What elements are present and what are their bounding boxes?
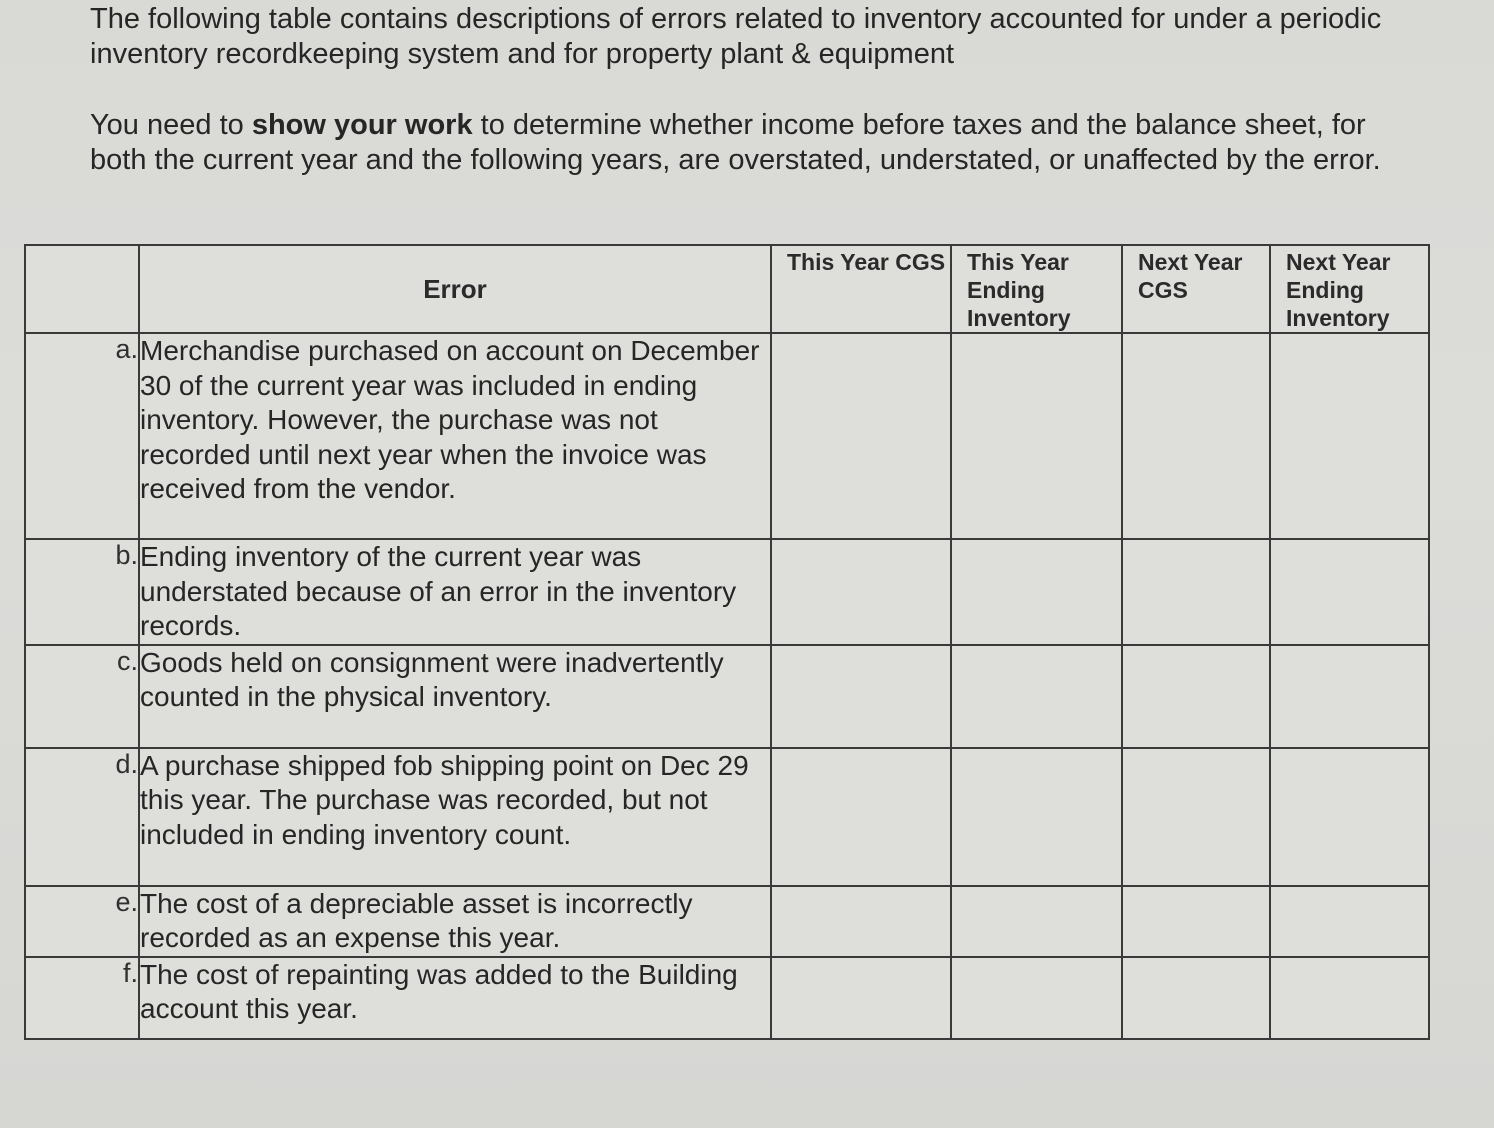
header-error: Error [139, 245, 771, 333]
error-description: The cost of a depreciable asset is incorrectly recorded as an expense this year. [139, 886, 771, 957]
answer-cell-next-year-ending-inventory[interactable] [1270, 333, 1429, 539]
answer-cell-next-year-cgs[interactable] [1122, 539, 1270, 645]
instruction-emphasis: show your work [251, 109, 473, 141]
header-this-year-cgs [771, 245, 951, 333]
header-this-year-ending-inventory [951, 245, 1122, 333]
error-description: Ending inventory of the current year was understated because of an error in the inventory records. [139, 539, 771, 645]
instruction-paragraph [90, 108, 1390, 178]
row-letter: f. [25, 957, 139, 1039]
instruction-text-start: You need to [90, 109, 252, 141]
header-this-year-ending-inventory-label: This Year Ending Inventory [967, 249, 1071, 331]
table-row [25, 539, 1429, 645]
error-description: A purchase shipped fob shipping point on Dec 29 this year. The purchase was recorded, but not included in ending inventory count. [139, 748, 771, 886]
answer-cell-next-year-cgs[interactable] [1122, 957, 1270, 1039]
answer-cell-this-year-cgs[interactable] [771, 886, 951, 957]
row-letter: c. [25, 645, 139, 748]
answer-cell-next-year-ending-inventory[interactable] [1270, 886, 1429, 957]
answer-cell-this-year-cgs[interactable] [771, 645, 951, 748]
row-letter: d. [25, 748, 139, 886]
answer-cell-this-year-ending-inventory[interactable] [951, 539, 1122, 645]
table-row [25, 748, 1429, 886]
intro-paragraph: The following table contains descriptions of errors related to inventory accounted for under a periodic inventory recordkeeping system and for property plant & equipment [90, 3, 1382, 70]
row-letter: b. [25, 539, 139, 645]
answer-cell-this-year-ending-inventory[interactable] [951, 748, 1122, 886]
answer-cell-next-year-ending-inventory[interactable] [1270, 539, 1429, 645]
answer-cell-this-year-ending-inventory[interactable] [951, 645, 1122, 748]
answer-cell-next-year-cgs[interactable] [1122, 645, 1270, 748]
row-letter: e. [25, 886, 139, 957]
answer-cell-this-year-ending-inventory[interactable] [951, 957, 1122, 1039]
header-this-year-cgs-label: This Year CGS [787, 249, 946, 275]
answer-cell-next-year-ending-inventory[interactable] [1270, 748, 1429, 886]
answer-cell-next-year-cgs[interactable] [1122, 886, 1270, 957]
errors-table [24, 244, 1430, 1040]
error-description: The cost of repainting was added to the Building account this year. [139, 957, 771, 1039]
answer-cell-next-year-cgs[interactable] [1122, 748, 1270, 886]
answer-cell-this-year-ending-inventory[interactable] [951, 333, 1122, 539]
error-description: Goods held on consignment were inadvertently counted in the physical inventory. [139, 645, 771, 748]
answer-cell-this-year-cgs[interactable] [771, 748, 951, 886]
answer-cell-this-year-ending-inventory[interactable] [951, 886, 1122, 957]
answer-cell-this-year-cgs[interactable] [771, 539, 951, 645]
row-letter: a. [25, 333, 139, 539]
header-next-year-ending-inventory-label: Next Year Ending Inventory [1286, 249, 1391, 331]
answer-cell-next-year-ending-inventory[interactable] [1270, 957, 1429, 1039]
answer-cell-this-year-cgs[interactable] [771, 957, 951, 1039]
table-row [25, 957, 1429, 1039]
instruction-text-end: to determine whether income before taxes and the balance sheet, for both the current year and the following years, are overstated, understated, or unaffected by the error. [90, 109, 1381, 176]
error-description: Merchandise purchased on account on December 30 of the current year was included in ending inventory. However, the purchase was not recorded until next year when the invoice was received from the vendor. [139, 333, 771, 539]
header-next-year-ending-inventory [1270, 245, 1429, 333]
header-letter [25, 245, 139, 333]
table-row [25, 886, 1429, 957]
header-next-year-cgs-label: Next Year CGS [1138, 249, 1243, 303]
table-row [25, 645, 1429, 748]
header-next-year-cgs [1122, 245, 1270, 333]
header-row [25, 245, 1429, 333]
answer-cell-next-year-cgs[interactable] [1122, 333, 1270, 539]
table-row [25, 333, 1429, 539]
answer-cell-next-year-ending-inventory[interactable] [1270, 645, 1429, 748]
answer-cell-this-year-cgs[interactable] [771, 333, 951, 539]
